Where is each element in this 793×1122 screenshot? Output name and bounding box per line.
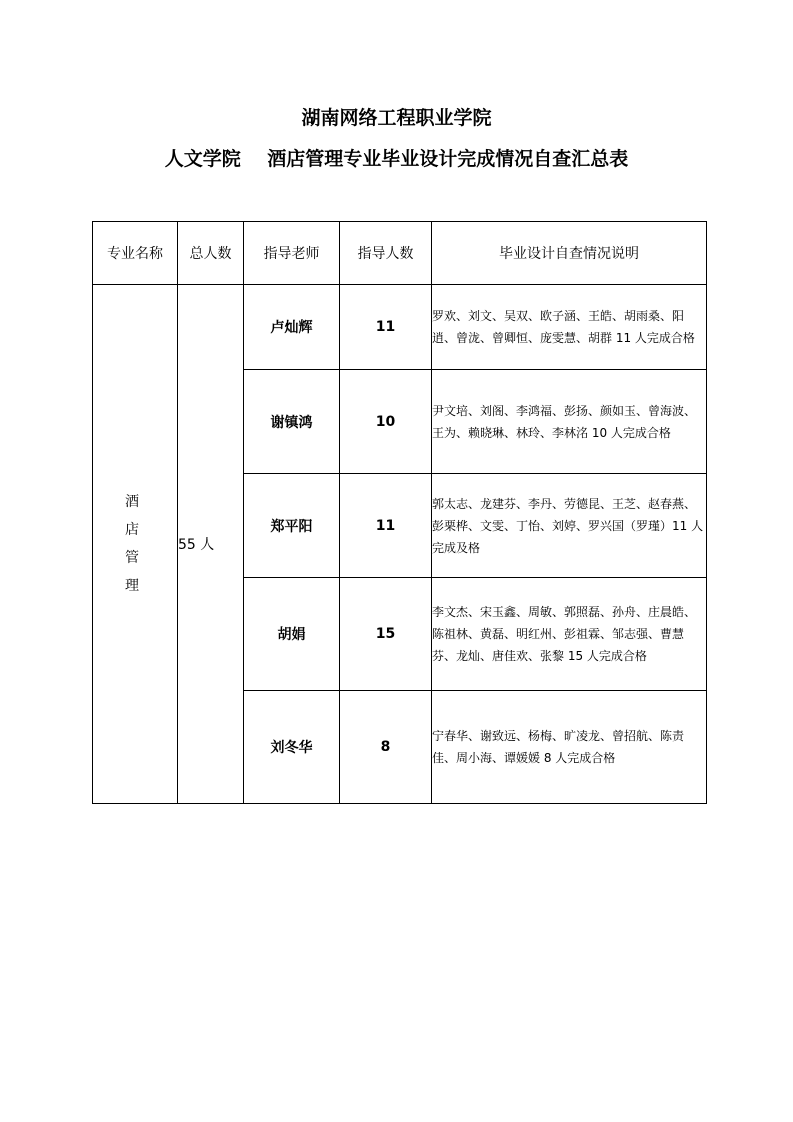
description-text: 宁春华、谢致远、杨梅、旷凌龙、曾招航、陈责佳、周小海、谭媛媛 8 人完成合格	[432, 691, 707, 804]
table-row	[93, 285, 707, 370]
guided-count: 15	[340, 578, 432, 691]
teacher-name: 郑平阳	[244, 474, 340, 578]
table-header-row	[93, 222, 707, 285]
header-description: 毕业设计自查情况说明	[432, 222, 707, 285]
teacher-name: 胡娟	[244, 578, 340, 691]
major-name: 酒店管理	[125, 494, 151, 594]
description-text: 李文杰、宋玉鑫、周敏、郭照磊、孙舟、庄晨皓、陈祖林、黄磊、明红州、彭祖霖、邹志强、曹慧芬、龙灿、唐佳欢、张黎 15 人完成合格	[432, 578, 707, 691]
major-cell	[93, 285, 178, 804]
header-total: 总人数	[178, 222, 244, 285]
document-subtitle: 人文学院 酒店管理专业毕业设计完成情况自查汇总表	[164, 148, 629, 170]
teacher-name: 谢镇鸿	[244, 370, 340, 474]
guided-count: 11	[340, 474, 432, 578]
teacher-name: 刘冬华	[244, 691, 340, 804]
teacher-name: 卢灿辉	[244, 285, 340, 370]
guided-count: 10	[340, 370, 432, 474]
description-text: 郭太志、龙建芬、李丹、劳德昆、王芝、赵春燕、彭栗桦、文雯、丁怡、刘婷、罗兴国（罗瑾）11 人完成及格	[432, 474, 707, 578]
description-text: 罗欢、刘文、吴双、欧子涵、王皓、胡雨桑、阳逍、曾泷、曾卿恒、庞雯慧、胡群 11 人完成合格	[432, 285, 707, 370]
guided-count: 8	[340, 691, 432, 804]
total-cell	[178, 285, 244, 804]
header-major: 专业名称	[93, 222, 178, 285]
description-text: 尹文培、刘阁、李鸿福、彭扬、颜如玉、曾海波、王为、赖晓琳、林玲、李林洺 10 人完成合格	[432, 370, 707, 474]
total-count: 55 人	[178, 537, 215, 553]
document-title: 湖南网络工程职业学院	[301, 107, 492, 129]
summary-table	[92, 221, 707, 804]
guided-count: 11	[340, 285, 432, 370]
header-count: 指导人数	[340, 222, 432, 285]
header-teacher: 指导老师	[244, 222, 340, 285]
